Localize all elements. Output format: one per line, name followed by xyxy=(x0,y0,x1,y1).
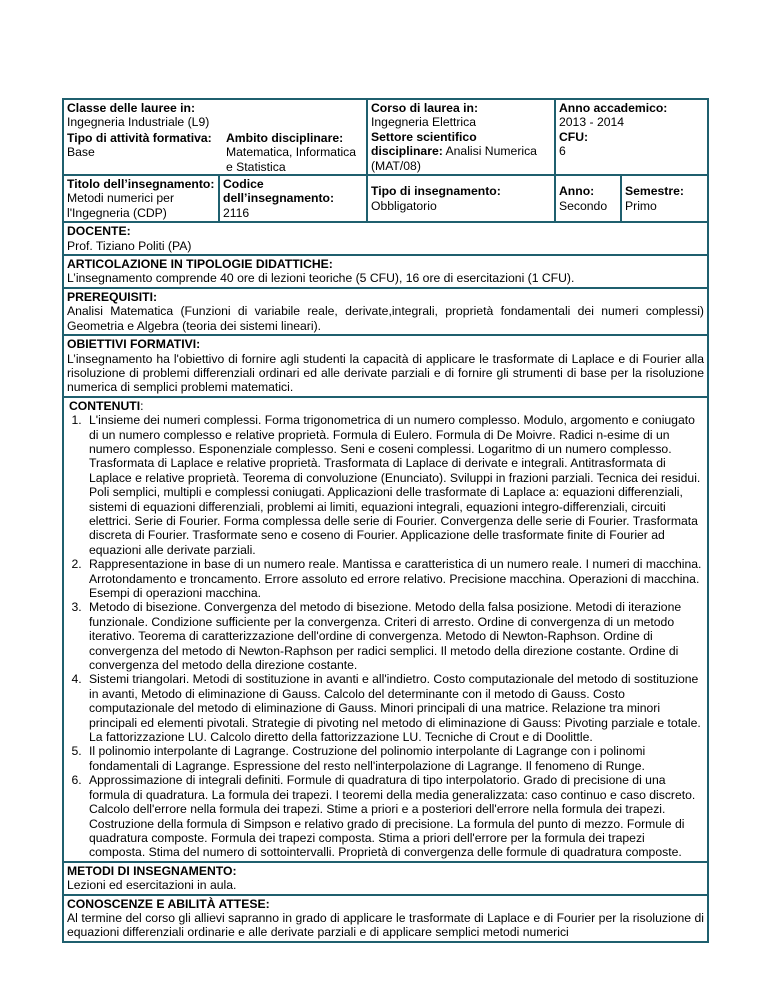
settore-value: Analisi Numerica (MAT/08) xyxy=(371,144,537,173)
tipo-insegnamento-value: Obbligatorio xyxy=(371,198,437,213)
conoscenze-row xyxy=(63,895,708,942)
classe-label: Classe delle lauree in: xyxy=(67,101,196,115)
docente-label: DOCENTE: xyxy=(67,224,131,239)
contenuti-colon: : xyxy=(140,398,144,413)
articolazione-value: L’insegnamento comprende 40 ore di lezioni teoriche (5 CFU), 16 ore di esercitazioni (1 CFU). xyxy=(67,271,575,286)
ambito-value: Matematica, Informatica e Statistica xyxy=(226,145,357,174)
classe-value: Ingegneria Industriale (L9) xyxy=(67,115,210,130)
metodi-value: Lezioni ed esercitazioni in aula. xyxy=(67,878,237,893)
articolazione-label: ARTICOLAZIONE IN TIPOLOGIE DIDATTICHE: xyxy=(67,257,333,272)
codice-value: 2116 xyxy=(223,205,250,220)
classe-cell xyxy=(63,99,367,175)
ambito-label: Ambito disciplinare: xyxy=(226,130,344,145)
anno-accademico-cell xyxy=(555,99,708,175)
tipo-attivita-label: Tipo di attività formativa: xyxy=(67,130,212,145)
cfu-value: 6 xyxy=(559,144,566,159)
course-table xyxy=(62,98,709,943)
list-item: 5. Il polinomio interpolante di Lagrange. Costruzione del polinomio interpolante di Lagrange con i polinomi fondamentali di Lagrange. Espressione del resto nell'interpolazione di Lagrange. Il fenomeno di Runge. xyxy=(85,744,704,773)
contenuti-list xyxy=(67,413,704,860)
anno-accademico-label: Anno accademico: xyxy=(559,101,668,115)
conoscenze-label: CONOSCENZE E ABILITÀ ATTESE: xyxy=(67,896,270,911)
conoscenze-value: Al termine del corso gli allievi sapranno in grado di applicare le trasformate di Laplace e di Fourier per la risoluzione di equazioni differenziali ordinarie e alle derivate parziali e di applicare semplici metodi numerici xyxy=(67,910,704,940)
prerequisiti-label: PREREQUISITI: xyxy=(67,289,158,304)
cfu-label: CFU: xyxy=(559,129,589,144)
obiettivi-row xyxy=(63,335,708,397)
prerequisiti-value: Analisi Matematica (Funzioni di variabile reale, derivate,integrali, proprietà fondamentali dei numeri complessi) Geometria e Algebra (teoria dei sistemi lineari). xyxy=(67,304,704,333)
anno-accademico-value: 2013 - 2014 xyxy=(559,115,625,130)
titolo-label: Titolo dell’insegnamento: xyxy=(67,177,215,192)
semestre-cell xyxy=(621,175,708,222)
articolazione-row xyxy=(63,255,708,288)
settore-label: Settore scientifico disciplinare: xyxy=(371,129,477,159)
semestre-value: Primo xyxy=(625,198,657,213)
contenuti-label: CONTENUTI xyxy=(69,398,141,413)
titolo-value: Metodi numerici per l'Ingegneria (CDP) xyxy=(67,191,175,220)
contenuti-row xyxy=(63,397,708,862)
title-row xyxy=(63,175,708,222)
prerequisiti-row xyxy=(63,288,708,335)
codice-label: Codice dell’insegnamento: xyxy=(223,177,335,206)
course-sheet xyxy=(62,98,707,943)
anno-cell xyxy=(555,175,621,222)
tipo-insegnamento-cell xyxy=(367,175,555,222)
header-row xyxy=(63,99,708,175)
anno-value: Secondo xyxy=(559,198,608,213)
list-item: 1. L'insieme dei numeri complessi. Forma trigonometrica di un numero complesso. Modulo, argomento e coniugato di un numero complesso e relative proprietà. Formula di Eulero. Formula di De Moivre. Radici n-esime di un numero complesso. Esponenziale complesso. Seni e coseni complessi. Logaritmo di un numero complesso. Trasformata di Laplace e relative proprietà. Trasformata di Laplace di derivate e integrali. Antitrasformata di Laplace e relative proprietà. Teorema di convoluzione (Enunciato). Sviluppi in frazioni parziali. Tecnica dei residui. Poli semplici, multipli e complessi coniugati. Applicazioni delle trasformate di Laplace a: equazioni differenziali, sistemi di equazioni differenziali, problemi ai limiti, equazioni integrali, equazioni integro-differenziali, circuiti elettrici. Serie di Fourier. Forma complessa delle serie di Fourier. Convergenza delle serie di Fourier. Trasformata discreta di Fourier. Trasformate seno e coseno di Fourier. Applicazione delle trasformate finite di Fourier ad equazioni alle derivate parziali. xyxy=(85,413,704,557)
tipo-insegnamento-label: Tipo di insegnamento: xyxy=(371,184,501,199)
corso-value: Ingegneria Elettrica xyxy=(371,115,477,130)
docente-value: Prof. Tiziano Politi (PA) xyxy=(67,238,192,253)
list-item: 2. Rappresentazione in base di un numero reale. Mantissa e caratteristica di un numero reale. I numeri di macchina. Arrotondamento e troncamento. Errore assoluto ed errore relativo. Precisione macchina. Operazioni di macchina. Esempi di operazioni macchina. xyxy=(85,557,704,600)
corso-label: Corso di laurea in: xyxy=(371,101,478,115)
metodi-label: METODI DI INSEGNAMENTO: xyxy=(67,863,237,878)
semestre-label: Semestre: xyxy=(625,184,684,199)
docente-row xyxy=(63,222,708,255)
titolo-cell xyxy=(63,175,219,222)
obiettivi-label: OBIETTIVI FORMATIVI: xyxy=(67,337,201,352)
list-item: 3. Metodo di bisezione. Convergenza del metodo di bisezione. Metodo della falsa posizione. Metodi di iterazione funzionale. Condizione sufficiente per la convergenza. Criteri di arresto. Ordine di convergenza di un metodo iterativo. Teorema di caratterizzazione dell'ordine di convergenza. Metodo di Newton-Raphson. Ordine di convergenza del metodo di Newton-Raphson per radici semplici. Il metodo della direzione costante. Ordine di convergenza del metodo della direzione costante. xyxy=(85,600,704,672)
tipo-attivita-value: Base xyxy=(67,145,95,160)
list-item: 4. Sistemi triangolari. Metodi di sostituzione in avanti e all'indietro. Costo computazionale del metodo di sostituzione in avanti, Metodo di eliminazione di Gauss. Calcolo del determinante con il metodo di Gauss. Costo computazionale del metodo di eliminazione di Gauss. Minori principali di una matrice. Relazione tra minori principali ed elementi pivotali. Strategie di pivoting nel metodo di eliminazione di Gauss: Pivoting parziale e totale. La fattorizzazione LU. Calcolo diretto della fattorizzazione LU. Tecniche di Crout e di Doolittle. xyxy=(85,672,704,744)
tipo-ambito-block xyxy=(64,131,366,174)
corso-cell xyxy=(367,99,555,175)
codice-cell xyxy=(219,175,367,222)
list-item: 6. Approssimazione di integrali definiti. Formule di quadratura di tipo interpolatorio. Grado di precisione di una formula di quadratura. La formula dei trapezi. I teoremi della media generalizzata: caso continuo e caso discreto. Calcolo dell'errore nella formula dei trapezi. Stime a priori e a posteriori dell'errore nella formula dei trapezi. Costruzione della formula di Simpson e relativo grado di precisione. La formula del punto di mezzo. Formule di quadratura composte. Formula dei trapezi composta. Stima a priori dell'errore per la formula dei trapezi composta. Stima del numero di sottointervalli. Proprietà di convergenza delle formule di quadratura composte. xyxy=(85,773,704,859)
anno-label: Anno: xyxy=(559,184,595,199)
metodi-row xyxy=(63,862,708,895)
obiettivi-value: L’insegnamento ha l'obiettivo di fornire agli studenti la capacità di applicare le trasformate di Laplace e di Fourier alla risoluzione di problemi differenziali ordinari ed alle derivate parziali e di fornire gli strumenti di base per la risoluzione numerica di semplici problemi matematici. xyxy=(67,351,704,395)
